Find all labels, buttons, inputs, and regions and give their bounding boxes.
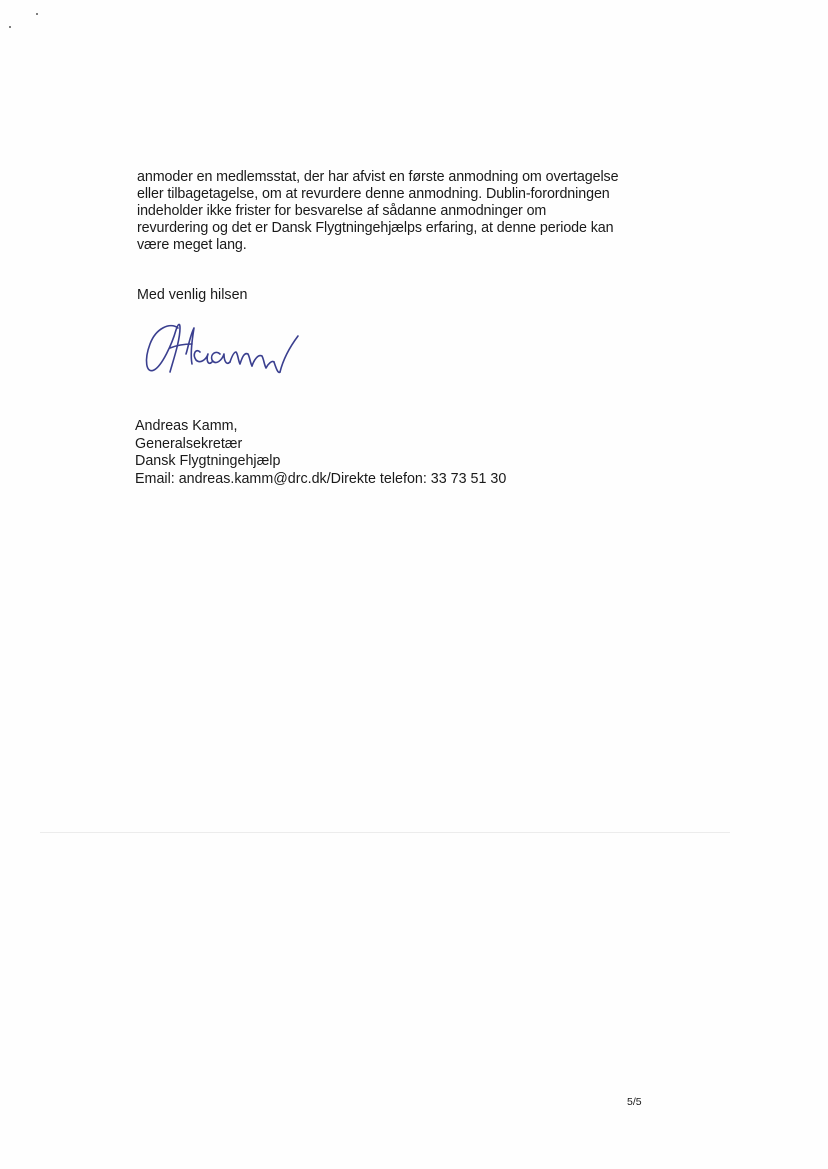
handwritten-signature-icon — [140, 314, 310, 386]
closing-salutation: Med venlig hilsen — [137, 287, 248, 303]
sender-name: Andreas Kamm, — [135, 418, 238, 434]
paragraph-line: eller tilbagetagelse, om at revurdere denne anmodning. Dublin-forordningen — [137, 186, 610, 202]
paragraph-line: revurdering og det er Dansk Flygtningehjælps erfaring, at denne periode kan — [137, 220, 614, 236]
sender-block — [135, 418, 506, 488]
scan-speck — [36, 13, 38, 15]
paragraph-line: anmoder en medlemsstat, der har afvist en første anmodning om overtagelse — [137, 169, 619, 185]
page-number: 5/5 — [627, 1096, 642, 1108]
sender-contact: Email: andreas.kamm@drc.dk/Direkte telefon: 33 73 51 30 — [135, 470, 507, 487]
paragraph-line: indeholder ikke frister for besvarelse af sådanne anmodninger om — [137, 203, 547, 219]
sender-title: Generalsekretær — [135, 435, 243, 452]
scan-speck — [9, 26, 11, 28]
letter-paragraph — [137, 169, 657, 254]
scan-fold-line — [40, 832, 730, 833]
sender-organization: Dansk Flygtningehjælp — [135, 453, 281, 469]
paragraph-line: være meget lang. — [137, 237, 247, 253]
